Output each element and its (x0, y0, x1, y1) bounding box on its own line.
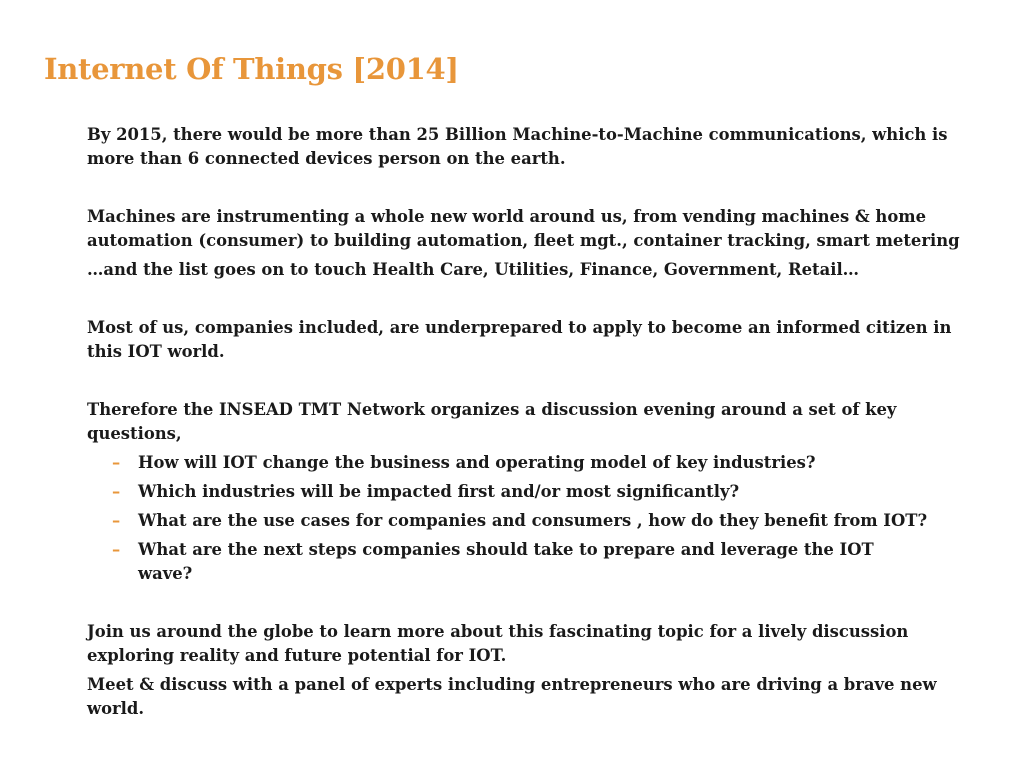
question-text: How will IOT change the business and operating model of key industries? (138, 453, 816, 472)
paragraph-m2m-stats: By 2015, there would be more than 25 Billion Machine-to-Machine communications, which is more than 6 connected devices person on the earth. (87, 125, 948, 168)
question-item (87, 509, 933, 533)
bullet-dash: – (112, 511, 121, 530)
question-text: Which industries will be impacted first and/or most significantly? (138, 482, 740, 501)
paragraph-machines-world: Machines are instrumenting a whole new world around us, from vending machines & home automation (consumer) to building automation, fleet mgt., container tracking, smart metering (87, 207, 960, 250)
paragraph-meet-discuss: Meet & discuss with a panel of experts including entrepreneurs who are driving a brave new world. (87, 675, 937, 718)
question-item (87, 480, 933, 504)
question-text: What are the next steps companies should take to prepare and leverage the IOT wave? (138, 540, 874, 583)
questions-list (87, 451, 967, 586)
paragraph-underprepared: Most of us, companies included, are underprepared to apply to become an informed citizen in this IOT world. (87, 318, 952, 361)
paragraph-discussion-evening: Therefore the INSEAD TMT Network organizes a discussion evening around a set of key questions, (87, 400, 897, 443)
bullet-dash: – (112, 540, 121, 559)
bullet-dash: – (112, 453, 121, 472)
question-item (87, 451, 933, 475)
question-item (87, 538, 933, 586)
paragraph-list-continues: …and the list goes on to touch Health Care, Utilities, Finance, Government, Retail… (87, 260, 860, 279)
paragraph-join-us: Join us around the globe to learn more about this fascinating topic for a lively discussion exploring reality and future potential for IOT. (87, 622, 909, 665)
slide-body (87, 123, 967, 721)
bullet-dash: – (112, 482, 121, 501)
question-text: What are the use cases for companies and consumers , how do they benefit from IOT? (138, 511, 928, 530)
slide-title: Internet Of Things [2014] (44, 52, 459, 86)
